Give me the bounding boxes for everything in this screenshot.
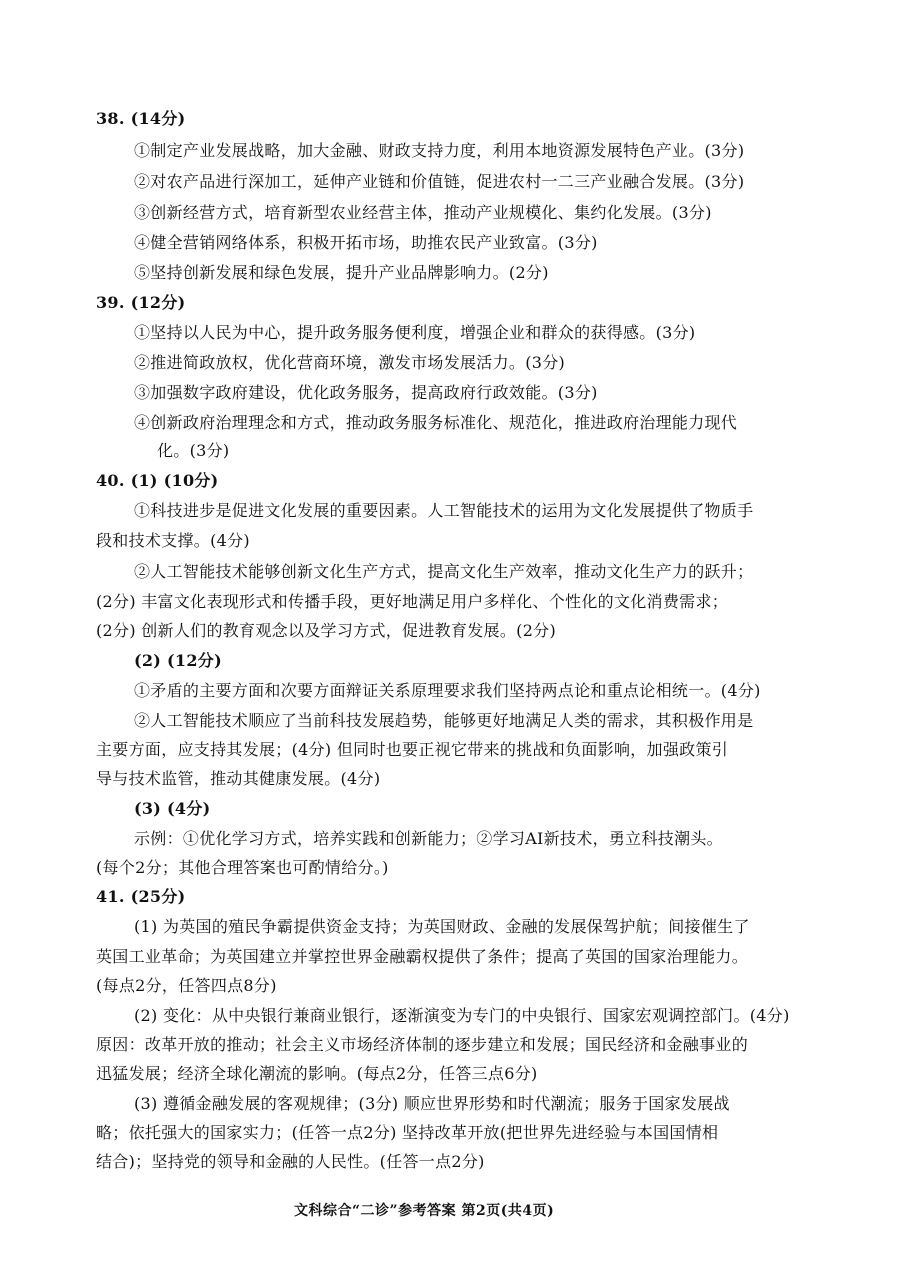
answer-line: (1) 为英国的殖民争霸提供资金支持；为英国财政、金融的发展保驾护航；间接催生了 (134, 917, 750, 936)
answer-line: (每个2分；其他合理答案也可酌情给分。) (96, 858, 389, 877)
answer-line: ②推进简政放权，优化营商环境，激发市场发展活力。(3分) (134, 353, 566, 372)
answer-line: (每点2分，任答四点8分) (96, 976, 277, 995)
answer-line: 段和技术支撑。(4分) (96, 531, 250, 550)
answer-line: 原因：改革开放的推动；社会主义市场经济体制的逐步建立和发展；国民经济和金融事业的 (96, 1035, 749, 1054)
answer-line: 导与技术监管，推动其健康发展。(4分) (96, 769, 381, 788)
answer-line: ⑤坚持创新发展和绿色发展，提升产业品牌影响力。(2分) (134, 263, 549, 282)
answer-line: ②人工智能技术能够创新文化生产方式，提高文化生产效率，推动文化生产力的跃升； (134, 562, 754, 581)
answer-line: ①矛盾的主要方面和次要方面辩证关系原理要求我们坚持两点论和重点论相统一。(4分) (134, 681, 761, 700)
answer-line: 示例：①优化学习方式，培养实践和创新能力；②学习AI新技术，勇立科技潮头。 (134, 829, 723, 848)
answer-line: ①科技进步是促进文化发展的重要因素。人工智能技术的运用为文化发展提供了物质手 (134, 501, 754, 520)
answer-line: (2分) 丰富文化表现形式和传播手段，更好地满足用户多样化、个性化的文化消费需求； (96, 592, 729, 611)
answer-line: (2) 变化：从中央银行兼商业银行，逐渐演变为专门的中央银行、国家宏观调控部门。(4分) (134, 1006, 790, 1025)
answer-line: 主要方面，应支持其发展；(4分) 但同时也要正视它带来的挑战和负面影响，加强政策引 (96, 740, 729, 759)
answer-line: 化。(3分) (157, 441, 230, 460)
answer-line: 英国工业革命；为英国建立并掌控世界金融霸权提供了条件；提高了英国的国家治理能力。 (96, 947, 749, 966)
answer-line: ③创新经营方式，培育新型农业经营主体，推动产业规模化、集约化发展。(3分) (134, 203, 712, 222)
answer-line: ④创新政府治理理念和方式，推动政务服务标准化、规范化，推进政府治理能力现代 (134, 413, 738, 432)
answer-line: 结合)；坚持党的领导和金融的人民性。(任答一点2分) (96, 1152, 485, 1171)
answer-line: (3) 遵循金融发展的客观规律；(3分) 顺应世界形势和时代潮流；服务于国家发展战 (134, 1094, 730, 1113)
answer-line: 略；依托强大的国家实力；(任答一点2分) 坚持改革开放(把世界先进经验与本国国情相 (96, 1123, 719, 1142)
question-40-header: 40. (1) (10分) (96, 471, 219, 490)
answer-line: (2分) 创新人们的教育观念以及学习方式，促进教育发展。(2分) (96, 621, 557, 640)
question-39-header: 39. (12分) (96, 293, 186, 312)
answer-line: ②人工智能技术顺应了当前科技发展趋势，能够更好地满足人类的需求，其积极作用是 (134, 711, 754, 730)
question-38-header: 38. (14分) (96, 109, 186, 128)
answer-line: ③加强数字政府建设，优化政务服务，提高政府行政效能。(3分) (134, 383, 598, 402)
answer-line: ④健全营销网络体系，积极开拓市场，助推农民产业致富。(3分) (134, 233, 598, 252)
answer-line: ②对农产品进行深加工，延伸产业链和价值链，促进农村一二三产业融合发展。(3分) (134, 172, 745, 191)
question-41-header: 41. (25分) (96, 887, 186, 906)
answer-line: 迅猛发展；经济全球化潮流的影响。(每点2分，任答三点6分) (96, 1064, 538, 1083)
answer-line: ①坚持以人民为中心，提升政务服务便利度，增强企业和群众的获得感。(3分) (134, 323, 696, 342)
sub-question-header: (2) (12分) (134, 651, 222, 670)
page-footer: 文科综合“二诊”参考答案 第2页(共4页) (294, 1203, 555, 1219)
answer-line: ①制定产业发展战略，加大金融、财政支持力度，利用本地资源发展特色产业。(3分) (134, 141, 745, 160)
sub-question-header: (3) (4分) (134, 799, 211, 818)
